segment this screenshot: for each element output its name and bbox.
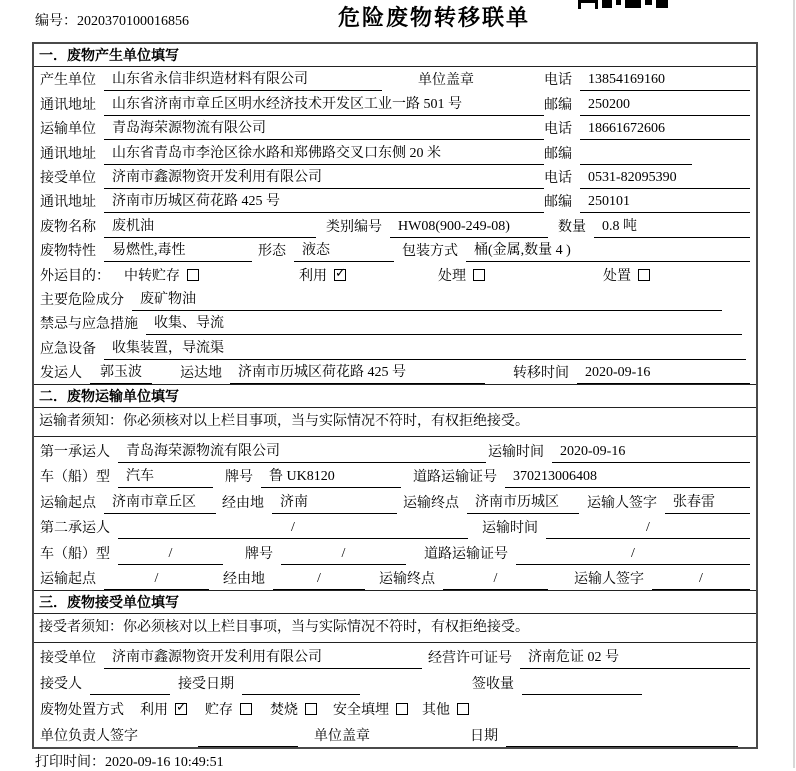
road-permit-label: 道路运输证号	[413, 470, 497, 486]
destination-value: 济南市历城区荷花路 425 号	[230, 361, 485, 384]
page-title: 危险废物转移联单	[337, 5, 530, 30]
option-label: 焚烧	[270, 703, 298, 719]
qr-block	[616, 0, 621, 5]
hazard-component-label: 主要危险成分	[40, 292, 124, 308]
form-row	[34, 140, 756, 164]
quantity-value: 0.8 吨	[594, 215, 750, 238]
date-label: 日期	[470, 729, 498, 745]
vehicle-type-label: 车（船）型	[40, 470, 110, 486]
checkbox-utilize	[334, 269, 346, 281]
option-label: 利用	[299, 268, 327, 284]
responsible-signature-value	[198, 744, 298, 747]
phone-label: 电话	[544, 73, 572, 89]
hazard-component-value: 废矿物油	[132, 288, 722, 311]
form-row	[34, 67, 756, 91]
option-treat	[438, 265, 485, 287]
qr-code-fragment-icon	[578, 0, 668, 9]
waste-character-value: 易燃性,毒性	[104, 239, 252, 262]
form-row	[34, 463, 756, 489]
zip-label: 邮编	[544, 195, 572, 211]
section-transport-title: 二．废物运输单位填写	[34, 384, 756, 408]
option-label: 利用	[140, 703, 168, 719]
received-amount-value	[522, 692, 642, 695]
section-receiver	[34, 590, 756, 747]
zip-label: 邮编	[544, 146, 572, 162]
contraindication-value: 收集、导流	[146, 312, 742, 335]
origin-value: 济南市章丘区	[104, 491, 216, 514]
address-label: 通讯地址	[40, 195, 96, 211]
plate-number-label: 牌号	[225, 470, 253, 486]
first-carrier-label: 第一承运人	[40, 444, 110, 460]
option-label: 中转贮存	[124, 268, 180, 284]
transport-time-label: 运输时间	[482, 521, 538, 537]
qr-block	[656, 0, 668, 8]
form-row	[34, 311, 756, 335]
option-label: 贮存	[205, 703, 233, 719]
accepting-unit-label: 接受单位	[40, 651, 96, 667]
checkbox-treat	[473, 269, 485, 281]
transporter-label: 运输单位	[40, 122, 96, 138]
origin-label: 运输起点	[40, 572, 96, 588]
option-label: 其他	[422, 703, 450, 719]
transport-time-value: 2020-09-16	[552, 444, 750, 463]
acceptor-label: 接受人	[40, 677, 82, 693]
form-row	[34, 643, 756, 669]
form-row	[34, 116, 756, 140]
outbound-purpose-label: 外运目的：	[40, 268, 110, 284]
option-landfill	[333, 699, 408, 721]
option-dispose	[603, 265, 650, 287]
transporter-address-value: 山东省青岛市李沧区徐水路和郑佛路交叉口东侧 20 米	[104, 142, 544, 165]
option-other	[422, 699, 469, 721]
receiver-zip-value: 250101	[580, 194, 750, 213]
form-row	[34, 514, 756, 540]
consignor-label: 发运人	[40, 366, 82, 382]
category-code-value: HW08(900-249-08)	[390, 219, 548, 238]
option-utilize	[140, 699, 187, 721]
form-row	[34, 565, 756, 591]
packing-value: 桶(金属,数量 4 )	[466, 239, 750, 262]
waste-character-label: 废物特性	[40, 244, 96, 260]
section-producer-title: 一．废物产生单位填写	[34, 44, 756, 67]
producer-label: 产生单位	[40, 73, 96, 89]
responsible-signature-label: 单位负责人签字	[40, 729, 138, 745]
transfer-date-value: 2020-09-16	[577, 365, 750, 384]
option-label: 处置	[603, 268, 631, 284]
form-row	[34, 335, 756, 359]
origin2-value: /	[104, 571, 209, 590]
terminus-value: 济南市历城区	[467, 491, 579, 514]
second-carrier-label: 第二承运人	[40, 521, 110, 537]
form-row	[34, 287, 756, 311]
qr-block	[578, 0, 598, 9]
received-amount-label: 签收量	[472, 677, 514, 693]
transfer-manifest-form	[32, 42, 758, 749]
checkbox-utilize	[175, 703, 187, 715]
terminus2-value: /	[443, 571, 548, 590]
accepting-unit-value: 济南市鑫源物资开发利用有限公司	[104, 646, 422, 669]
acceptor-value	[90, 692, 170, 695]
plate-number-label: 牌号	[245, 546, 273, 562]
road-permit2-value: /	[516, 546, 750, 565]
waste-name-label: 废物名称	[40, 219, 96, 235]
print-time: 打印时间：2020-09-16 10:49:51	[35, 755, 224, 770]
via-label: 经由地	[222, 495, 264, 511]
accept-date-label: 接受日期	[178, 677, 234, 693]
option-label: 处理	[438, 268, 466, 284]
section-transport	[34, 384, 756, 590]
packing-label: 包装方式	[402, 244, 458, 260]
accept-date-value	[242, 692, 360, 695]
receiver-phone-value: 0531-82095390	[580, 170, 750, 189]
destination-label: 运达地	[180, 366, 222, 382]
address-label: 通讯地址	[40, 97, 96, 113]
license-number-label: 经营许可证号	[428, 651, 512, 667]
form-row	[34, 695, 756, 721]
transport-time-label: 运输时间	[488, 444, 544, 460]
via2-value: /	[273, 571, 365, 590]
checkbox-incinerate	[305, 703, 317, 715]
via-value: 济南	[272, 491, 397, 514]
waste-name-value: 废机油	[104, 215, 316, 238]
contraindication-label: 禁忌与应急措施	[40, 317, 138, 333]
form-state-label: 形态	[258, 244, 286, 260]
form-state-value: 液态	[294, 239, 394, 262]
carrier-signature-label: 运输人签字	[574, 572, 644, 588]
checkbox-store	[240, 703, 252, 715]
option-utilize	[299, 265, 346, 287]
origin-label: 运输起点	[40, 495, 96, 511]
plate-number-value: 鲁 UK8120	[261, 465, 401, 488]
vehicle-type2-value: /	[118, 546, 223, 565]
road-permit-value: 370213006408	[505, 469, 750, 488]
form-row	[34, 539, 756, 565]
option-transfer-storage	[124, 265, 199, 287]
option-label: 安全填埋	[333, 703, 389, 719]
phone-label: 电话	[544, 122, 572, 138]
zip-label: 邮编	[544, 97, 572, 113]
form-row	[34, 437, 756, 463]
section-receiver-title: 三．废物接受单位填写	[34, 590, 756, 614]
emergency-equipment-value: 收集装置，导流渠	[104, 337, 746, 360]
carrier-signature-value: 张春雷	[665, 491, 750, 514]
form-row	[34, 165, 756, 189]
vehicle-type-value: 汽车	[118, 465, 213, 488]
road-permit-label: 道路运输证号	[424, 546, 508, 562]
form-row	[34, 189, 756, 213]
checkbox-dispose	[638, 269, 650, 281]
disposal-method-label: 废物处置方式	[40, 703, 124, 719]
form-row	[34, 669, 756, 695]
form-row	[34, 721, 756, 747]
form-row	[34, 488, 756, 514]
receiver-label: 接受单位	[40, 170, 96, 186]
via-label: 经由地	[223, 572, 265, 588]
checkbox-transfer-storage	[187, 269, 199, 281]
serial-value: 2020370100016856	[77, 14, 189, 29]
qr-block	[645, 0, 652, 5]
terminus-label: 运输终点	[379, 572, 435, 588]
vehicle-type-label: 车（船）型	[40, 546, 110, 562]
form-row	[34, 238, 756, 262]
transporter-value: 青岛海荣源物流有限公司	[104, 117, 544, 140]
transporter-notice: 运输者须知：你必须核对以上栏目事项，当与实际情况不符时，有权拒绝接受。	[34, 408, 756, 437]
license-number-value: 济南危证 02 号	[520, 646, 750, 669]
option-store	[205, 699, 252, 721]
serial-label: 编号：	[35, 14, 77, 29]
qr-block	[602, 0, 612, 8]
producer-phone-value: 13854169160	[580, 72, 750, 91]
producer-value: 山东省永信非织造材料有限公司	[104, 68, 382, 91]
carrier-signature2-value: /	[652, 571, 750, 590]
carrier-signature-label: 运输人签字	[587, 495, 657, 511]
transfer-date-label: 转移时间	[513, 366, 569, 382]
phone-label: 电话	[544, 170, 572, 186]
checkbox-other	[457, 703, 469, 715]
plate-number2-value: /	[281, 546, 406, 565]
transporter-phone-value: 18661672606	[580, 121, 750, 140]
qr-block	[625, 0, 641, 8]
form-row	[34, 213, 756, 237]
unit-seal-label: 单位盖章	[314, 729, 370, 745]
receiver-notice: 接受者须知：你必须核对以上栏目事项，当与实际情况不符时，有权拒绝接受。	[34, 614, 756, 643]
consignor-value: 郭玉波	[90, 361, 152, 384]
date-value	[506, 744, 738, 747]
category-code-label: 类别编号	[326, 219, 382, 235]
emergency-equipment-label: 应急设备	[40, 341, 96, 357]
quantity-label: 数量	[558, 219, 586, 235]
second-carrier-value: /	[118, 520, 468, 539]
section-producer	[34, 44, 756, 384]
page-header	[0, 0, 796, 42]
producer-zip-value: 250200	[580, 97, 750, 116]
address-label: 通讯地址	[40, 146, 96, 162]
form-row	[34, 360, 756, 384]
option-incinerate	[270, 699, 317, 721]
unit-seal-label: 单位盖章	[418, 73, 474, 89]
form-row	[34, 91, 756, 115]
transporter-zip-value	[580, 162, 692, 165]
receiver-address-value: 济南市历城区荷花路 425 号	[104, 190, 544, 213]
receiver-value: 济南市鑫源物资开发利用有限公司	[104, 166, 544, 189]
transport-time2-value: /	[546, 520, 750, 539]
checkbox-landfill	[396, 703, 408, 715]
form-row	[34, 262, 756, 286]
page-edge	[793, 0, 795, 768]
first-carrier-value: 青岛海荣源物流有限公司	[118, 440, 486, 463]
terminus-label: 运输终点	[403, 495, 459, 511]
producer-address-value: 山东省济南市章丘区明水经济技术开发区工业一路 501 号	[104, 93, 544, 116]
